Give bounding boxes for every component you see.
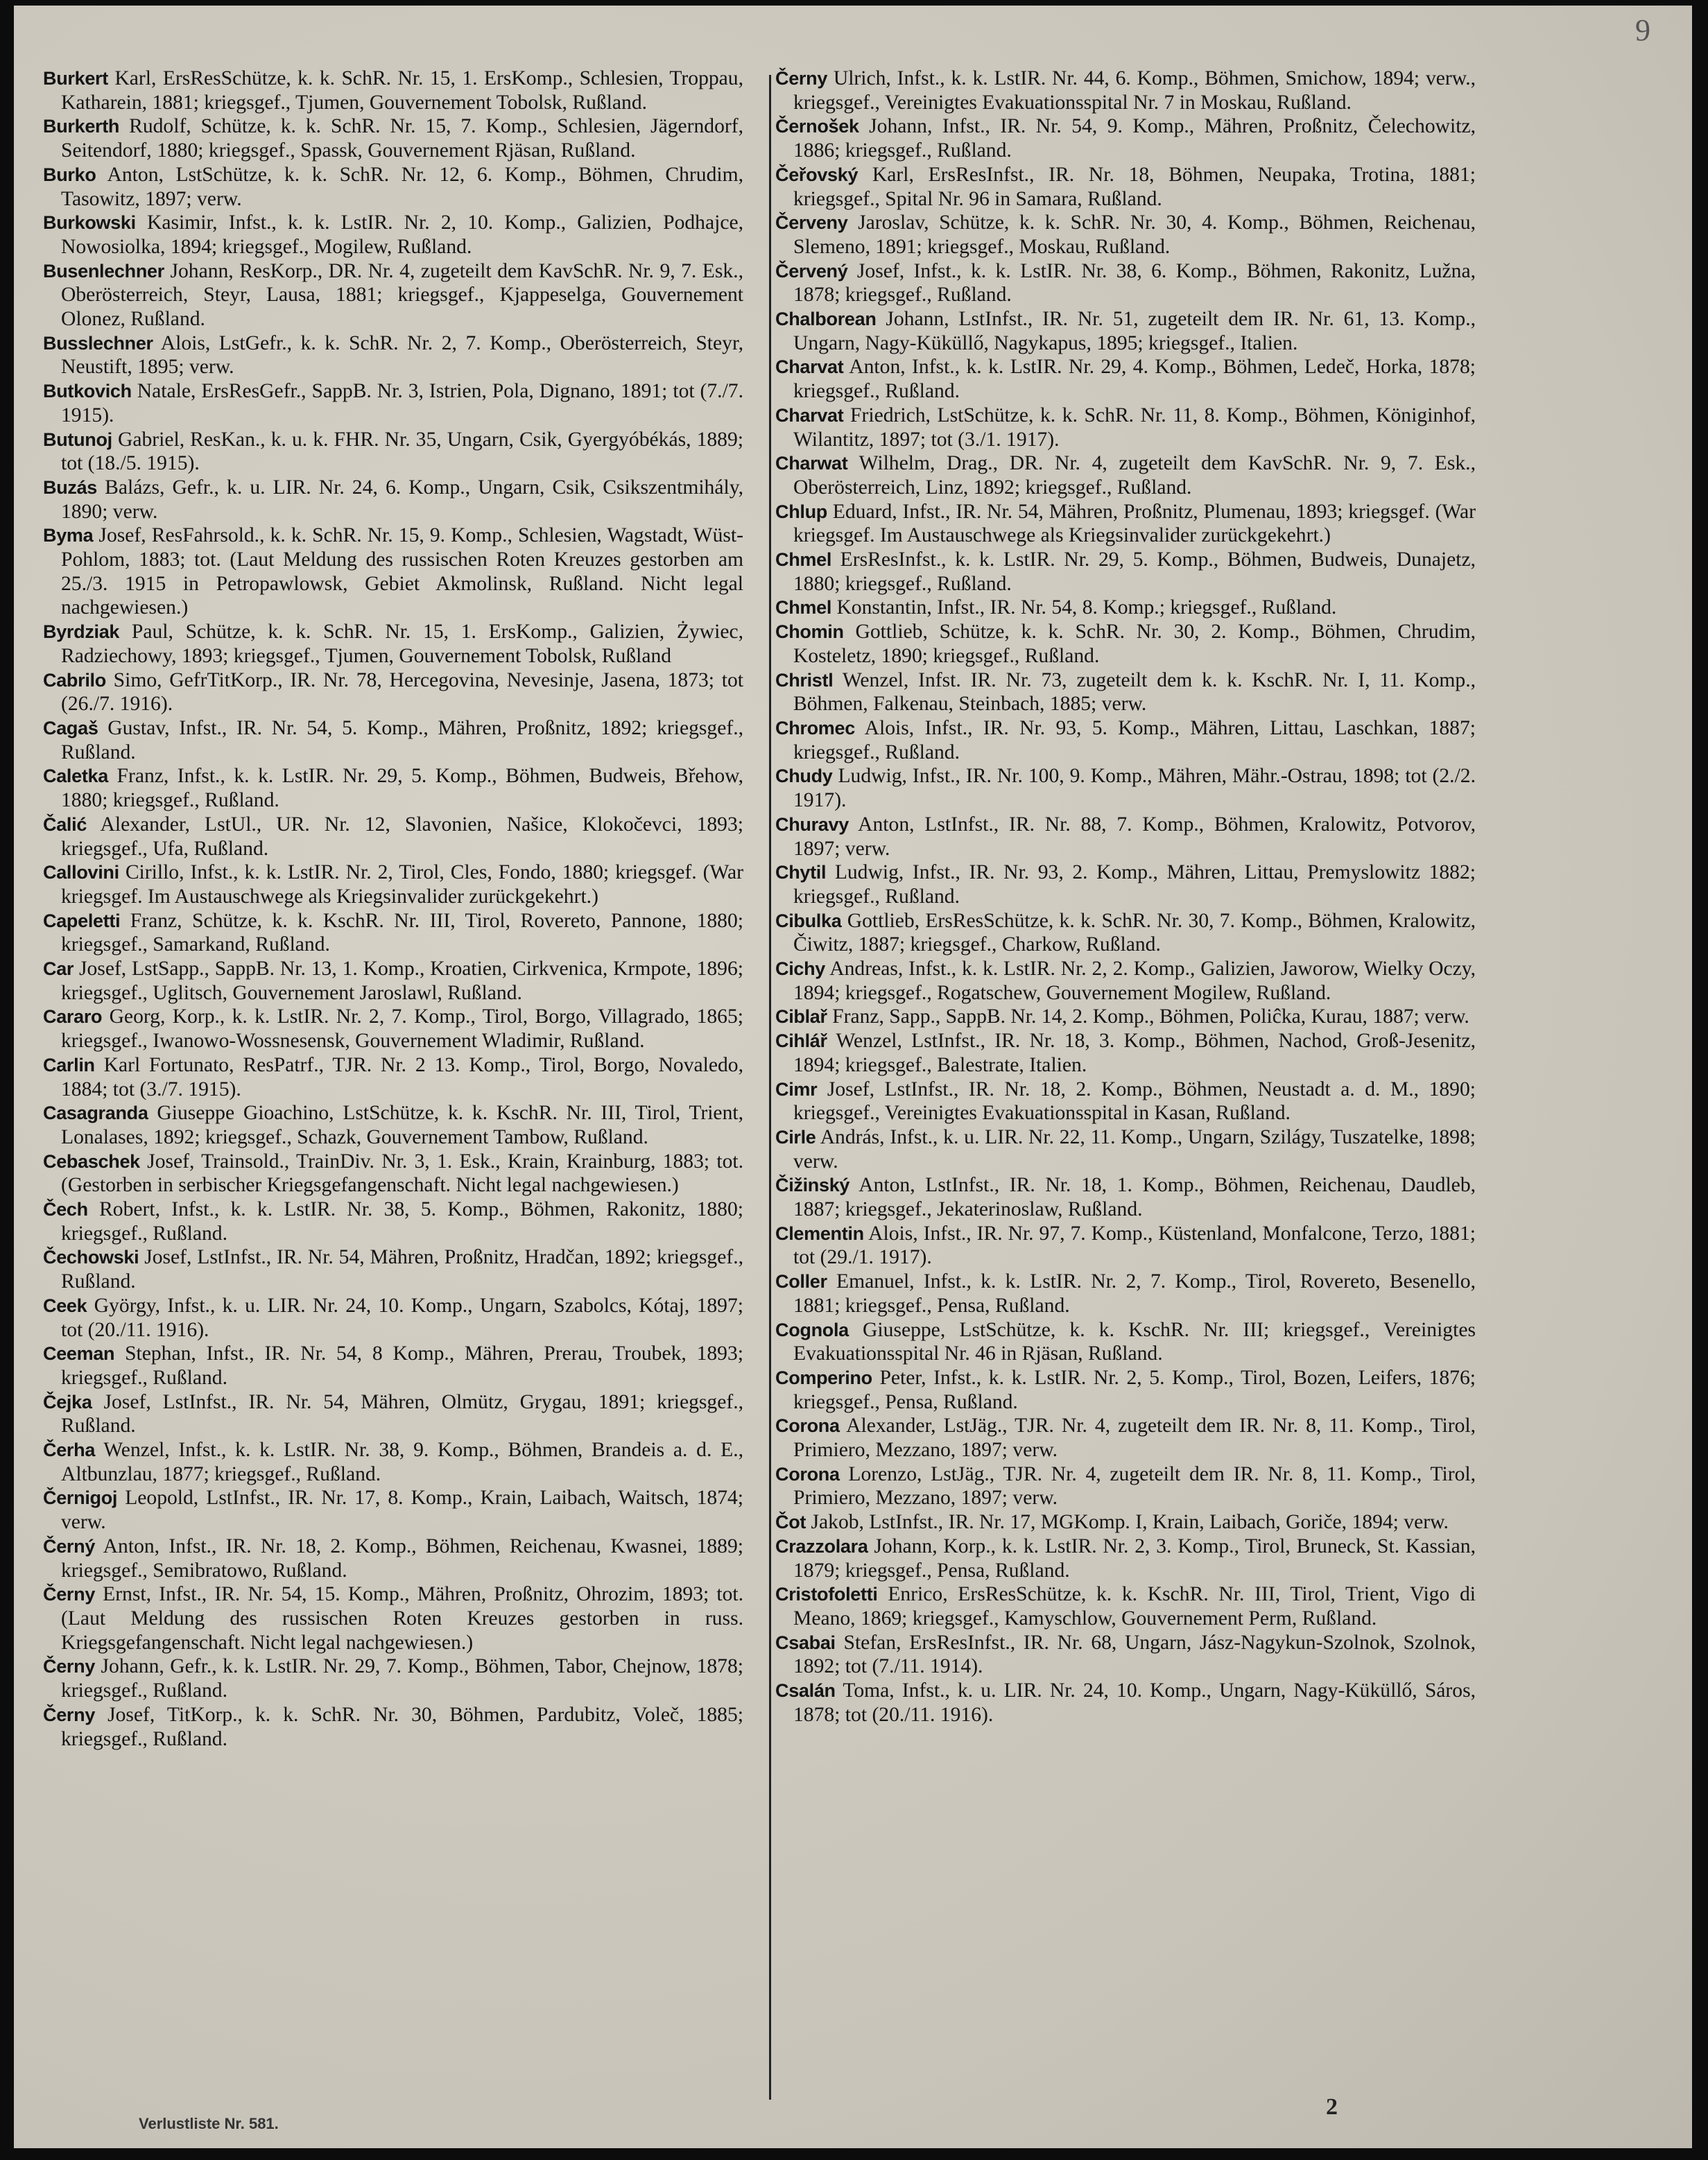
list-entry: [43, 764, 743, 812]
entry-details: Konstantin, Infst., IR. Nr. 54, 8. Komp.; kriegsgef., Rußland.: [836, 596, 1337, 619]
entry-details: György, Infst., k. u. LIR. Nr. 24, 10. Komp., Ungarn, Szabolcs, Kótaj, 1897; tot (20./11. 1916).: [61, 1294, 743, 1341]
entry-surname: Ceek: [43, 1295, 87, 1316]
entry-details: Wenzel, Infst., k. k. LstIR. Nr. 38, 9. Komp., Böhmen, Brandeis a. d. E., Altbunzlau, 1877; kriegsgef., Rußland.: [61, 1439, 743, 1485]
entry-surname: Charwat: [775, 453, 848, 474]
entry-surname: Černy: [43, 1656, 96, 1677]
entry-details: Andreas, Infst., k. k. LstIR. Nr. 2, 2. Komp., Galizien, Jaworow, Wielky Oczy, 1894; kriegsgef., Rogatschew, Gouvernement Mogilew, Rußland.: [793, 958, 1476, 1004]
entry-surname: Cibulka: [775, 910, 842, 931]
entry-details: Rudolf, Schütze, k. k. SchR. Nr. 15, 7. Komp., Schlesien, Jägerndorf, Seitendorf, 1880; kriegsgef., Spassk, Gouvernement Rjäsan, Rußland.: [61, 115, 743, 162]
list-entry: [775, 861, 1476, 908]
list-entry: [775, 114, 1476, 162]
entry-surname: Corona: [775, 1415, 840, 1437]
list-entry: [775, 548, 1476, 596]
entry-details: Ludwig, Infst., IR. Nr. 100, 9. Komp., Mähren, Mähr.-Ostrau, 1898; tot (2./2. 1917).: [793, 765, 1476, 812]
entry-surname: Christl: [775, 669, 834, 691]
entry-surname: Černy: [43, 1584, 96, 1605]
list-entry: [43, 909, 743, 957]
list-entry: [43, 1535, 743, 1582]
list-entry: [775, 909, 1476, 957]
entry-details: Giuseppe Gioachino, LstSchütze, k. k. KschR. Nr. III, Tirol, Trient, Lonalases, 1892; kriegsgef., Schazk, Gouvernement Tambow, Rußland.: [61, 1102, 743, 1148]
entry-surname: Čechowski: [43, 1247, 139, 1268]
entry-surname: Callovini: [43, 862, 119, 883]
list-entry: [43, 211, 743, 259]
entry-details: Josef, LstInfst., IR. Nr. 54, Mähren, Proßnitz, Hradčan, 1892; kriegsgef., Rußland.: [61, 1246, 743, 1293]
entry-details: Alexander, LstJäg., TJR. Nr. 4, zugeteilt dem IR. Nr. 8, 11. Komp., Tirol, Primiero, Mezzano, 1897; verw.: [793, 1415, 1476, 1462]
list-entry: [43, 1294, 743, 1342]
list-entry: [775, 1222, 1476, 1270]
entry-surname: Butkovich: [43, 381, 132, 402]
list-entry: [43, 1053, 743, 1101]
entry-details: Gottlieb, Schütze, k. k. SchR. Nr. 30, 2. Komp., Böhmen, Chrudim, Kosteletz, 1890; kriegsgef., Rußland.: [793, 621, 1476, 667]
entry-surname: Cagaš: [43, 717, 98, 738]
entry-details: Leopold, LstInfst., IR. Nr. 17, 8. Komp., Krain, Laibach, Waitsch, 1874; verw.: [61, 1487, 744, 1534]
entry-surname: Čalić: [43, 813, 87, 835]
list-entry: [775, 1318, 1476, 1366]
entry-details: Josef, ResFahrsold., k. k. SchR. Nr. 15, 9. Komp., Schlesien, Wagstadt, Wüst-Pohlom, 1883; tot. (Laut Meldung des russischen Roten Kreuzes gestorben am 25./3. 1915 in Petropawlowsk, Gebiet Akmolinsk, Rußland. Nicht legal nachgewiesen.): [61, 524, 743, 619]
entry-surname: Csabai: [775, 1632, 836, 1653]
list-entry: [43, 1150, 743, 1198]
entry-surname: Byma: [43, 525, 94, 546]
entry-details: Jakob, LstInfst., IR. Nr. 17, MGKomp. I, Krain, Laibach, Goriče, 1894; verw.: [811, 1511, 1449, 1534]
entry-details: Alexander, LstUl., UR. Nr. 12, Slavonien, Našice, Klokočevci, 1893; kriegsgef., Ufa, Rußland.: [61, 813, 743, 860]
entry-details: Jaroslav, Schütze, k. k. SchR. Nr. 30, 4. Komp., Böhmen, Reichenau, Slemeno, 1891; kriegsgef., Moskau, Rußland.: [793, 211, 1476, 258]
list-entry: [775, 764, 1476, 812]
entry-details: Alois, Infst., IR. Nr. 97, 7. Komp., Küstenland, Monfalcone, Terzo, 1881; tot (29./1. 1917).: [793, 1222, 1476, 1269]
list-entry: [43, 476, 743, 524]
entry-details: Toma, Infst., k. u. LIR. Nr. 24, 10. Komp., Ungarn, Nagy-Küküllő, Sáros, 1878; tot (20./11. 1916).: [793, 1679, 1476, 1726]
page-number: 9: [1635, 13, 1650, 47]
entry-surname: Čejka: [43, 1391, 92, 1412]
entry-surname: Chudy: [775, 766, 833, 787]
entry-surname: Chmel: [775, 597, 832, 619]
entry-details: Wenzel, LstInfst., IR. Nr. 18, 3. Komp., Böhmen, Nachod, Groß-Jesenitz, 1894; kriegsgef., Balestrate, Italien.: [793, 1030, 1476, 1076]
entry-surname: Ciblař: [775, 1006, 827, 1028]
entry-details: Balázs, Gefr., k. u. LIR. Nr. 24, 6. Komp., Ungarn, Csik, Csikszentmihály, 1890; verw.: [61, 476, 743, 523]
entry-details: Josef, LstInfst., IR. Nr. 18, 2. Komp., Böhmen, Neustadt a. d. M., 1890; kriegsgef., Vereinigtes Evakuationsspital in Kasan, Rußland.: [793, 1078, 1476, 1125]
entry-details: Stefan, ErsResInfst., IR. Nr. 68, Ungarn, Jász-Nagykun-Szolnok, Szolnok, 1892; tot (7./11. 1914).: [793, 1631, 1476, 1678]
footer-list-label: Verlustliste Nr. 581.: [139, 2115, 279, 2132]
list-entry: [775, 1414, 1476, 1462]
entry-surname: Čerha: [43, 1440, 96, 1461]
list-entry: [775, 67, 1476, 114]
entry-surname: Černy: [43, 1704, 96, 1725]
entry-surname: Carlin: [43, 1054, 95, 1075]
entry-surname: Burkert: [43, 68, 108, 89]
list-entry: [775, 1078, 1476, 1125]
entry-details: Alois, Infst., IR. Nr. 93, 5. Komp., Mähren, Littau, Laschkan, 1887; kriegsgef., Rußland.: [793, 716, 1476, 763]
entry-details: Karl Fortunato, ResPatrf., TJR. Nr. 2 13. Komp., Tirol, Borgo, Novaledo, 1884; tot (3./7. 1915).: [61, 1053, 743, 1100]
entry-surname: Capeletti: [43, 910, 121, 931]
entry-details: Karl, ErsResSchütze, k. k. SchR. Nr. 15, 1. ErsKomp., Schlesien, Troppau, Katharein, 1881; kriegsgef., Tjumen, Gouvernement Tobolsk, Rußland.: [61, 67, 743, 114]
list-entry: [775, 1679, 1476, 1727]
list-entry: [775, 1535, 1476, 1582]
list-entry: [775, 1270, 1476, 1317]
entry-surname: Chromec: [775, 717, 855, 738]
entry-details: Robert, Infst., k. k. LstIR. Nr. 38, 5. Komp., Böhmen, Rakonitz, 1880; kriegsgef., Rußland.: [61, 1198, 743, 1245]
entry-surname: Červeny: [775, 212, 848, 234]
entry-surname: Černý: [43, 1535, 96, 1557]
entry-details: Emanuel, Infst., k. k. LstIR. Nr. 2, 7. Komp., Tirol, Rovereto, Besenello, 1881; kriegsgef., Pensa, Rußland.: [793, 1270, 1476, 1317]
entry-surname: Csalán: [775, 1680, 836, 1702]
list-entry: [775, 596, 1476, 620]
list-entry: [775, 1029, 1476, 1077]
list-entry: [43, 1342, 743, 1390]
entry-details: Alois, LstGefr., k. k. SchR. Nr. 2, 7. Komp., Oberösterreich, Steyr, Neustift, 1895; verw.: [61, 331, 744, 379]
entry-details: Johann, Gefr., k. k. LstIR. Nr. 29, 7. Komp., Böhmen, Tabor, Chejnow, 1878; kriegsgef., Rußland.: [61, 1655, 743, 1702]
list-entry: [775, 1582, 1476, 1630]
list-entry: [775, 211, 1476, 259]
list-entry: [775, 668, 1476, 716]
entry-surname: Čot: [775, 1512, 806, 1533]
entry-details: Johann, LstInfst., IR. Nr. 51, zugeteilt dem IR. Nr. 61, 13. Komp., Ungarn, Nagy-Küküllő, Nagykapus, 1895; kriegsgef., Italien.: [793, 308, 1476, 354]
entry-details: Johann, Infst., IR. Nr. 54, 9. Komp., Mähren, Proßnitz, Čelechowitz, 1886; kriegsgef., Rußland.: [793, 115, 1476, 162]
list-entry: [43, 1198, 743, 1245]
entry-surname: Crazzolara: [775, 1535, 868, 1557]
list-entry: [43, 1654, 743, 1702]
entry-surname: Byrdziak: [43, 621, 120, 643]
entry-surname: Čeřovský: [775, 164, 859, 185]
entry-surname: Chytil: [775, 862, 827, 883]
entry-details: Anton, Infst., IR. Nr. 18, 2. Komp., Böhmen, Reichenau, Kwasnei, 1889; kriegsgef., Semibratowo, Rußland.: [61, 1535, 744, 1582]
entry-surname: Cirle: [775, 1126, 816, 1148]
list-entry: [43, 861, 743, 908]
entry-surname: Car: [43, 958, 74, 980]
list-entry: [775, 813, 1476, 861]
entry-details: Gottlieb, ErsResSchütze, k. k. SchR. Nr. 30, 7. Komp., Böhmen, Kralowitz, Čiwitz, 1887; kriegsgef., Charkow, Rußland.: [793, 909, 1476, 956]
entry-surname: Butunoj: [43, 429, 112, 450]
list-entry: [43, 1005, 743, 1053]
list-entry: [43, 67, 743, 114]
entry-surname: Chomin: [775, 621, 844, 643]
footer-sheet-mark: 2: [1326, 2094, 1338, 2120]
left-column: [43, 67, 743, 1751]
list-entry: [43, 524, 743, 620]
list-entry: [43, 716, 743, 764]
list-entry: [43, 1438, 743, 1486]
entry-details: Josef, TitKorp., k. k. SchR. Nr. 30, Böhmen, Pardubitz, Voleč, 1885; kriegsgef., Rußland.: [61, 1703, 743, 1750]
list-entry: [775, 163, 1476, 211]
list-entry: [775, 1173, 1476, 1221]
entry-details: ErsResInfst., k. k. LstIR. Nr. 29, 5. Komp., Böhmen, Budweis, Dunajetz, 1880; kriegsgef., Rußland.: [793, 548, 1476, 595]
entry-surname: Cebaschek: [43, 1150, 140, 1172]
entry-details: Kasimir, Infst., k. k. LstIR. Nr. 2, 10. Komp., Galizien, Podhajce, Nowosiolka, 1894; kriegsgef., Mogilew, Rußland.: [61, 211, 743, 258]
list-entry: [775, 957, 1476, 1005]
list-entry: [775, 500, 1476, 548]
entry-details: Friedrich, LstSchütze, k. k. SchR. Nr. 11, 8. Komp., Böhmen, Königinhof, Wilantitz, 1897; tot (3./1. 1917).: [793, 404, 1476, 451]
list-entry: [43, 813, 743, 861]
entry-details: Eduard, Infst., IR. Nr. 54, Mähren, Proßnitz, Plumenau, 1893; kriegsgef. (War kriegsgef. Im Austauschwege als Kriegsinvalider zurückgekehrt.): [793, 500, 1476, 547]
entry-details: Ernst, Infst., IR. Nr. 54, 15. Komp., Mähren, Proßnitz, Ohrozim, 1893; tot. (Laut Meldung des russischen Roten Kreuzes gestorben in russ. Kriegsgefangenschaft. Nicht legal nachgewiesen.): [61, 1583, 743, 1654]
list-entry: [43, 1486, 743, 1534]
entry-surname: Cararo: [43, 1006, 103, 1028]
list-entry: [43, 1245, 743, 1293]
list-entry: [775, 1005, 1476, 1029]
list-entry: [43, 163, 743, 211]
entry-surname: Busslechner: [43, 332, 153, 354]
list-entry: [43, 1390, 743, 1438]
entry-surname: Comperino: [775, 1367, 872, 1388]
entry-details: Franz, Sapp., SappB. Nr. 14, 2. Komp., Böhmen, Poliĉka, Kurau, 1887; verw.: [832, 1005, 1469, 1028]
list-entry: [775, 1510, 1476, 1535]
entry-surname: Červený: [775, 260, 848, 282]
entry-details: Stephan, Infst., IR. Nr. 54, 8 Komp., Mähren, Prerau, Troubek, 1893; kriegsgef., Rußland.: [61, 1342, 743, 1389]
entry-details: Anton, Infst., k. k. LstIR. Nr. 29, 4. Komp., Böhmen, Ledeč, Horka, 1878; kriegsgef., Rußland.: [793, 356, 1476, 403]
entry-surname: Churavy: [775, 813, 849, 835]
list-entry: [43, 1101, 743, 1149]
right-column: [775, 67, 1476, 1727]
entry-surname: Busenlechner: [43, 260, 164, 282]
entry-details: Josef, LstSapp., SappB. Nr. 13, 1. Komp., Kroatien, Cirkvenica, Krmpote, 1896; kriegsgef., Uglitsch, Gouvernement Jaroslawl, Rußland.: [61, 958, 743, 1004]
list-entry: [775, 1631, 1476, 1679]
entry-surname: Ceeman: [43, 1343, 115, 1365]
entry-surname: Burko: [43, 164, 96, 185]
list-entry: [775, 1125, 1476, 1173]
entry-details: Wilhelm, Drag., DR. Nr. 4, zugeteilt dem KavSchR. Nr. 9, 7. Esk., Oberösterreich, Linz, 1892; kriegsgef., Rußland.: [793, 452, 1476, 499]
list-entry: [775, 307, 1476, 355]
list-entry: [43, 957, 743, 1005]
list-entry: [775, 620, 1476, 668]
entry-surname: Buzás: [43, 476, 98, 498]
entry-details: Paul, Schütze, k. k. SchR. Nr. 15, 1. ErsKomp., Galizien, Żywiec, Radziechowy, 1893; kriegsgef., Tjumen, Gouvernement Tobolsk, Rußland: [61, 621, 743, 667]
entry-details: Gabriel, ResKan., k. u. k. FHR. Nr. 35, Ungarn, Csik, Gyergyóbékás, 1889; tot (18./5. 1915).: [61, 428, 743, 475]
list-entry: [775, 451, 1476, 499]
entry-surname: Corona: [775, 1463, 840, 1485]
entry-surname: Černigoj: [43, 1487, 118, 1509]
entry-details: Anton, LstInfst., IR. Nr. 18, 1. Komp., Böhmen, Reichenau, Daudleb, 1887; kriegsgef., Jekaterinoslaw, Rußland.: [793, 1174, 1476, 1221]
list-entry: [43, 379, 743, 427]
entry-details: Ulrich, Infst., k. k. LstIR. Nr. 44, 6. Komp., Böhmen, Smichow, 1894; verw., kriegsgef., Vereinigtes Evakuationsspital Nr. 7 in Moskau, Rußland.: [793, 67, 1476, 114]
entry-surname: Burkerth: [43, 116, 120, 137]
entry-details: Gustav, Infst., IR. Nr. 54, 5. Komp., Mähren, Proßnitz, 1892; kriegsgef., Rußland.: [61, 716, 743, 763]
entry-details: Giuseppe, LstSchütze, k. k. KschR. Nr. III; kriegsgef., Vereinigtes Evakuationsspital Nr. 46 in Rjäsan, Rußland.: [793, 1318, 1476, 1365]
list-entry: [775, 1462, 1476, 1510]
list-entry: [43, 1703, 743, 1751]
entry-details: Cirillo, Infst., k. k. LstIR. Nr. 2, Tirol, Cles, Fondo, 1880; kriegsgef. (War kriegsgef. Im Austauschwege als Kriegsinvalider zurückgekehrt.): [61, 861, 743, 908]
list-entry: [43, 428, 743, 476]
entry-details: Karl, ErsResInfst., IR. Nr. 18, Böhmen, Neupaka, Trotina, 1881; kriegsgef., Spital Nr. 96 in Samara, Rußland.: [793, 163, 1476, 210]
entry-surname: Čech: [43, 1199, 88, 1220]
entry-surname: Chmel: [775, 549, 832, 571]
entry-details: András, Infst., k. u. LIR. Nr. 22, 11. Komp., Ungarn, Szilágy, Tuszatelke, 1898; verw.: [793, 1125, 1476, 1173]
column-divider: [769, 75, 771, 2100]
entry-details: Lorenzo, LstJäg., TJR. Nr. 4, zugeteilt dem IR. Nr. 8, 11. Komp., Tirol, Primiero, Mezzano, 1897; verw.: [793, 1462, 1476, 1510]
list-entry: [775, 259, 1476, 307]
entry-surname: Charvat: [775, 404, 844, 426]
list-entry: [43, 114, 743, 162]
entry-surname: Charvat: [775, 356, 844, 378]
entry-surname: Černy: [775, 68, 828, 89]
list-entry: [43, 1582, 743, 1654]
list-entry: [775, 716, 1476, 764]
entry-surname: Burkowski: [43, 212, 136, 234]
entry-surname: Casagranda: [43, 1103, 148, 1124]
entry-details: Ludwig, Infst., IR. Nr. 93, 2. Komp., Mähren, Littau, Premyslowitz 1882; kriegsgef., Rußland.: [793, 861, 1476, 908]
entry-details: Wenzel, Infst. IR. Nr. 73, zugeteilt dem k. k. KschR. Nr. I, 11. Komp., Böhmen, Falkenau, Steinbach, 1885; verw.: [793, 668, 1476, 716]
list-entry: [43, 331, 743, 379]
entry-details: Josef, Infst., k. k. LstIR. Nr. 38, 6. Komp., Böhmen, Rakonitz, Lužna, 1878; kriegsgef., Rußland.: [793, 259, 1476, 306]
entry-details: Peter, Infst., k. k. LstIR. Nr. 2, 5. Komp., Tirol, Bozen, Leifers, 1876; kriegsgef., Pensa, Rußland.: [793, 1366, 1476, 1413]
list-entry: [43, 259, 743, 331]
entry-surname: Cihlář: [775, 1030, 827, 1052]
entry-details: Franz, Infst., k. k. LstIR. Nr. 29, 5. Komp., Böhmen, Budweis, Břehow, 1880; kriegsgef., Rußland.: [61, 765, 743, 812]
entry-surname: Coller: [775, 1271, 827, 1293]
entry-details: Anton, LstInfst., IR. Nr. 88, 7. Komp., Böhmen, Kralowitz, Potvorov, 1897; verw.: [793, 813, 1476, 860]
entry-details: Johann, ResKorp., DR. Nr. 4, zugeteilt dem KavSchR. Nr. 9, 7. Esk., Oberösterreich, Steyr, Lausa, 1881; kriegsgef., Kjappeselga, Gouvernement Olonez, Rußland.: [61, 259, 743, 331]
list-entry: [775, 355, 1476, 403]
entry-surname: Cognola: [775, 1319, 849, 1340]
list-entry: [775, 1366, 1476, 1414]
entry-details: Enrico, ErsResSchütze, k. k. KschR. Nr. III, Tirol, Trient, Vigo di Meano, 1869; kriegsgef., Kamyschlow, Gouvernement Perm, Rußland.: [793, 1583, 1476, 1630]
list-entry: [775, 404, 1476, 451]
entry-details: Natale, ErsResGefr., SappB. Nr. 3, Istrien, Pola, Dignano, 1891; tot (7./7. 1915).: [61, 380, 744, 426]
entry-surname: Cichy: [775, 958, 826, 980]
entry-details: Josef, LstInfst., IR. Nr. 54, Mähren, Olmütz, Grygau, 1891; kriegsgef., Rußland.: [61, 1390, 743, 1437]
list-entry: [43, 620, 743, 668]
entry-details: Simo, GefrTitKorp., IR. Nr. 78, Hercegovina, Nevesinje, Jasena, 1873; tot (26./7. 1916).: [61, 668, 743, 716]
entry-surname: Chalborean: [775, 309, 877, 330]
entry-surname: Černošek: [775, 116, 859, 137]
entry-details: Josef, Trainsold., TrainDiv. Nr. 3, 1. Esk., Krain, Krainburg, 1883; tot. (Gestorben in serbischer Kriegsgefangenschaft. Nicht legal nachgewiesen.): [61, 1150, 744, 1197]
list-entry: [43, 668, 743, 716]
entry-surname: Cabrilo: [43, 669, 106, 691]
entry-details: Franz, Schütze, k. k. KschR. Nr. III, Tirol, Rovereto, Pannone, 1880; kriegsgef., Samarkand, Rußland.: [61, 909, 743, 956]
entry-details: Anton, LstSchütze, k. k. SchR. Nr. 12, 6. Komp., Böhmen, Chrudim, Tasowitz, 1897; verw.: [61, 163, 744, 210]
entry-surname: Cimr: [775, 1078, 818, 1100]
entry-surname: Chlup: [775, 501, 827, 522]
document-page: [14, 6, 1692, 2148]
entry-surname: Čižinský: [775, 1175, 850, 1196]
entry-surname: Caletka: [43, 766, 108, 787]
entry-surname: Clementin: [775, 1222, 864, 1244]
entry-details: Johann, Korp., k. k. LstIR. Nr. 2, 3. Komp., Tirol, Bruneck, St. Kassian, 1879; kriegsgef., Pensa, Rußland.: [793, 1535, 1476, 1582]
entry-surname: Cristofoletti: [775, 1584, 878, 1605]
entry-details: Georg, Korp., k. k. LstIR. Nr. 2, 7. Komp., Tirol, Borgo, Villagrado, 1865; kriegsgef., Iwanowo-Wossnesensk, Gouvernement Wladimir, Rußland.: [61, 1005, 743, 1053]
